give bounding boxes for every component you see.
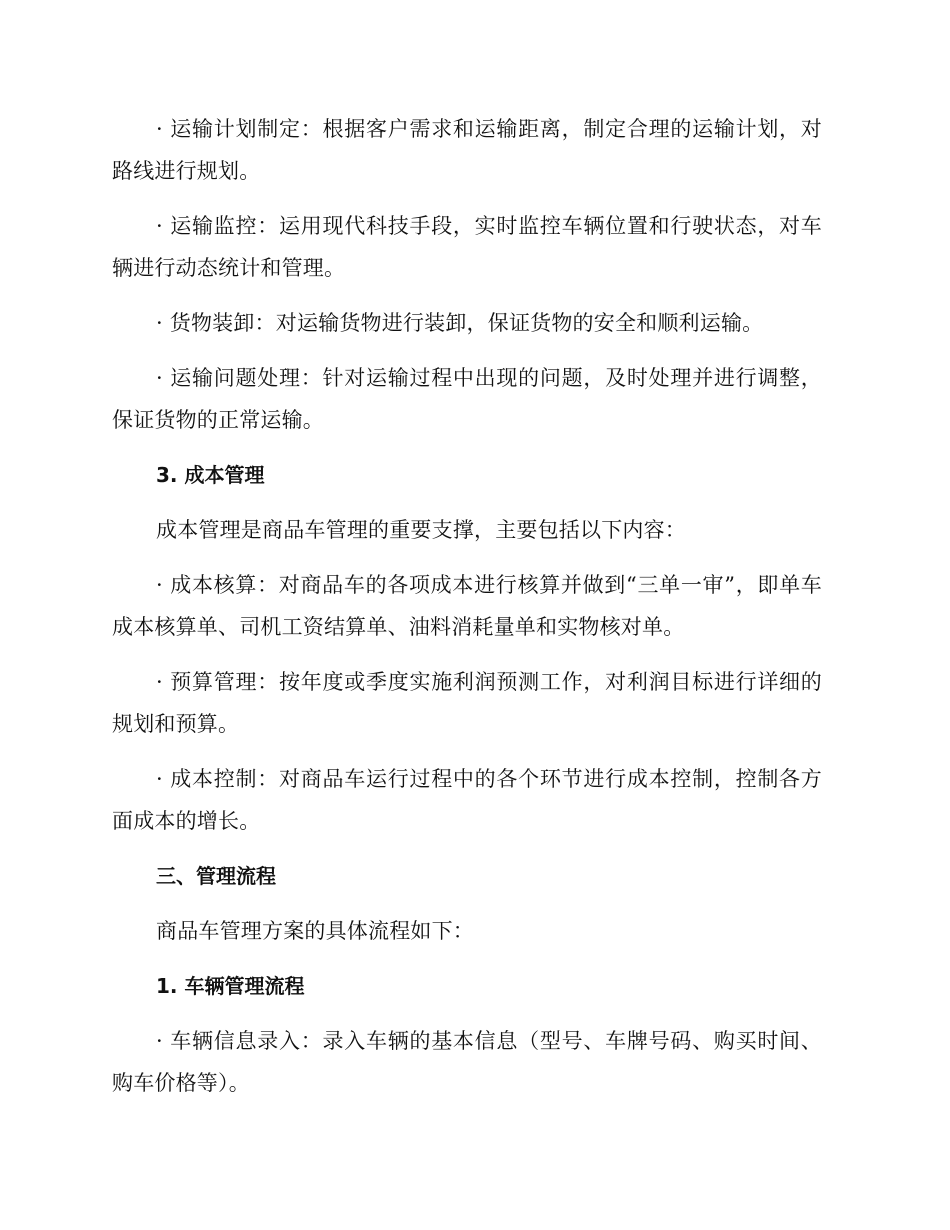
bullet-transport-monitoring: · 运输监控：运用现代科技手段，实时监控车辆位置和行驶状态，对车辆进行动态统计和管理。 <box>112 214 822 280</box>
bullet-transport-issue-handling: · 运输问题处理：针对运输过程中出现的问题，及时处理并进行调整，保证货物的正常运输。 <box>112 366 822 432</box>
management-process-intro: 商品车管理方案的具体流程如下： <box>156 919 474 943</box>
section-heading-vehicle-management-process: 1. 车辆管理流程 <box>156 974 305 998</box>
bullet-cost-control: · 成本控制：对商品车运行过程中的各个环节进行成本控制，控制各方面成本的增长。 <box>112 767 822 833</box>
bullet-budget-management: · 预算管理：按年度或季度实施利润预测工作，对利润目标进行详细的规划和预算。 <box>112 670 822 736</box>
section-heading-cost-management: 3. 成本管理 <box>156 463 265 487</box>
section-heading-management-process: 三、管理流程 <box>156 864 276 888</box>
bullet-transport-planning: · 运输计划制定：根据客户需求和运输距离，制定合理的运输计划，对路线进行规划。 <box>112 117 822 183</box>
bullet-cargo-handling: · 货物装卸：对运输货物进行装卸，保证货物的安全和顺利运输。 <box>156 311 764 335</box>
cost-management-intro: 成本管理是商品车管理的重要支撑，主要包括以下内容： <box>156 518 686 542</box>
bullet-cost-accounting: · 成本核算：对商品车的各项成本进行核算并做到“三单一审”，即单车成本核算单、司机工资结算单、油料消耗量单和实物核对单。 <box>112 573 822 639</box>
bullet-vehicle-info-entry: · 车辆信息录入：录入车辆的基本信息（型号、车牌号码、购买时间、购车价格等）。 <box>112 1029 822 1095</box>
